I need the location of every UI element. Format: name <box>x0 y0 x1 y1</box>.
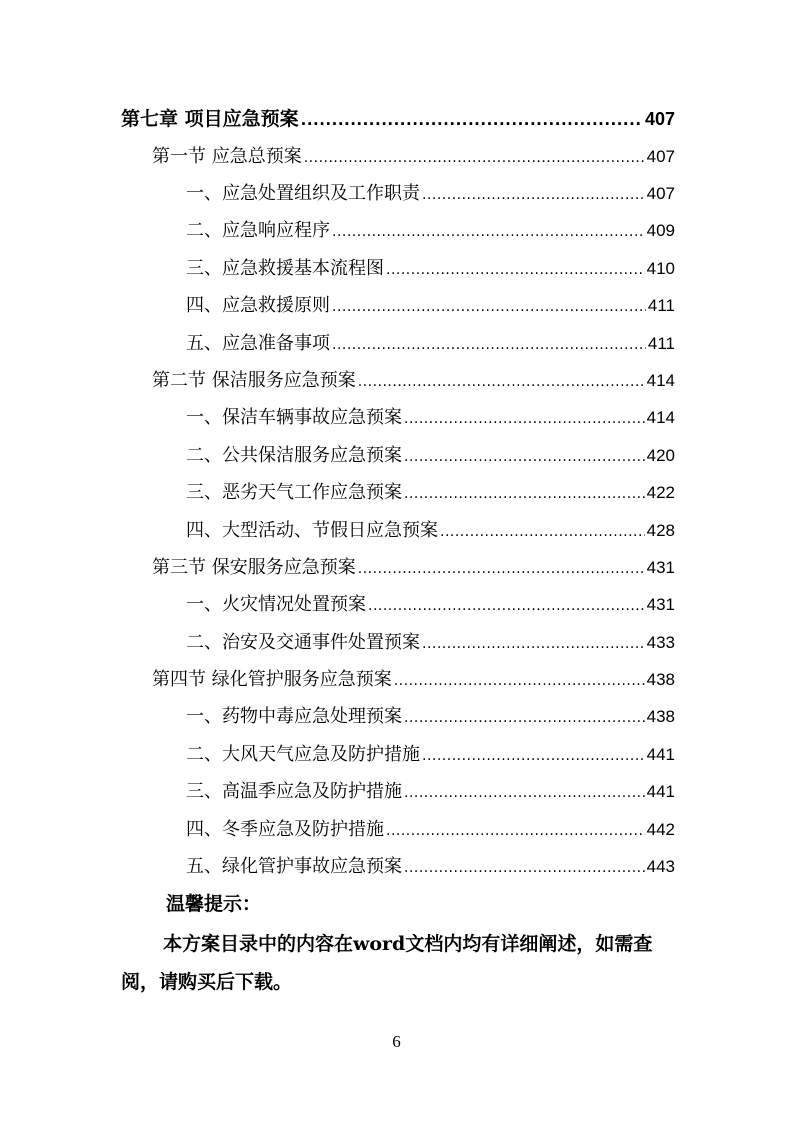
toc-entry-page: 414 <box>646 408 675 427</box>
toc-entry-section[interactable] <box>152 665 675 695</box>
toc-leader-dots <box>404 703 645 733</box>
toc-leader-dots <box>394 666 645 696</box>
toc-entry-subsection[interactable] <box>186 329 675 359</box>
toc-entry-page: 441 <box>646 745 675 764</box>
toc-entry-subsection[interactable] <box>186 628 675 658</box>
toc-entry-section[interactable] <box>152 142 675 172</box>
toc-entry-section[interactable] <box>152 553 675 583</box>
toc-entry-title: 二、治安及交通事件处置预案 <box>186 632 420 653</box>
toc-leader-dots <box>332 292 646 322</box>
toc-leader-dots <box>386 255 645 285</box>
toc-entry-page: 441 <box>646 782 675 801</box>
toc-entry-title: 二、公共保洁服务应急预案 <box>186 445 402 466</box>
toc-entry-title: 三、应急救援基本流程图 <box>186 258 384 279</box>
toc-leader-dots <box>440 517 645 547</box>
toc-leader-dots <box>358 554 645 584</box>
toc-entry-title: 三、恶劣天气工作应急预案 <box>186 482 402 503</box>
toc-leader-dots <box>332 217 645 247</box>
toc-entry-page: 409 <box>646 221 675 240</box>
toc-leader-dots <box>404 853 645 883</box>
toc-entry-subsection[interactable] <box>186 216 675 246</box>
toc-entry-page: 407 <box>646 147 675 166</box>
toc-entry-title: 第七章 项目应急预案 <box>121 108 299 130</box>
toc-leader-dots <box>404 479 645 509</box>
toc-entry-page: 442 <box>646 820 675 839</box>
toc-entry-title: 一、保洁车辆事故应急预案 <box>186 407 402 428</box>
toc-leader-dots <box>304 143 645 173</box>
toc-leader-dots <box>404 442 645 472</box>
toc-leader-dots <box>301 105 643 135</box>
toc-entry-subsection[interactable] <box>186 179 675 209</box>
toc-leader-dots <box>386 816 645 846</box>
toc-entry-title: 一、火灾情况处置预案 <box>186 594 366 615</box>
toc-entry-subsection[interactable] <box>186 590 675 620</box>
toc-entry-subsection[interactable] <box>186 403 675 433</box>
toc-entry-subsection[interactable] <box>186 254 675 284</box>
toc-leader-dots <box>422 180 645 210</box>
toc-entry-page: 411 <box>647 296 675 315</box>
toc-entry-title: 第一节 应急总预案 <box>152 146 302 167</box>
toc-entry-page: 443 <box>646 857 675 876</box>
toc-entry-page: 407 <box>644 109 675 129</box>
toc-leader-dots <box>358 367 645 397</box>
toc-entry-chapter-7[interactable] <box>121 104 675 134</box>
toc-entry-page: 422 <box>646 483 675 502</box>
toc-entry-page: 431 <box>646 595 675 614</box>
toc-entry-title: 第三节 保安服务应急预案 <box>152 557 356 578</box>
toc-entry-title: 五、应急准备事项 <box>186 333 330 354</box>
toc-entry-page: 410 <box>646 259 675 278</box>
toc-entry-section[interactable] <box>152 366 675 396</box>
toc-entry-subsection[interactable] <box>186 740 675 770</box>
toc-entry-page: 411 <box>647 334 675 353</box>
toc-entry-title: 四、冬季应急及防护措施 <box>186 819 384 840</box>
toc-entry-title: 第二节 保洁服务应急预案 <box>152 370 356 391</box>
toc-entry-title: 五、绿化管护事故应急预案 <box>186 856 402 877</box>
toc-entry-subsection[interactable] <box>186 291 675 321</box>
toc-entry-subsection[interactable] <box>186 815 675 845</box>
toc-leader-dots <box>422 741 645 771</box>
toc-entry-subsection[interactable] <box>186 702 675 732</box>
toc-entry-subsection[interactable] <box>186 777 675 807</box>
toc-entry-title: 一、药物中毒应急处理预案 <box>186 706 402 727</box>
toc-entry-page: 428 <box>646 521 675 540</box>
toc-entry-page: 431 <box>646 558 675 577</box>
tips-heading: 温馨提示： <box>166 893 262 915</box>
toc-entry-page: 407 <box>646 184 675 203</box>
toc-entry-page: 438 <box>646 707 675 726</box>
toc-entry-title: 二、大风天气应急及防护措施 <box>186 744 420 765</box>
toc-entry-title: 三、高温季应急及防护措施 <box>186 781 402 802</box>
toc-entry-page: 420 <box>646 446 675 465</box>
page-number: 6 <box>392 1032 401 1051</box>
toc-leader-dots <box>404 404 645 434</box>
toc-entry-title: 第四节 绿化管护服务应急预案 <box>152 669 392 690</box>
toc-entry-subsection[interactable] <box>186 852 675 882</box>
toc-entry-page: 438 <box>646 670 675 689</box>
toc-leader-dots <box>404 778 645 808</box>
toc-leader-dots <box>368 591 645 621</box>
toc-entry-title: 四、应急救援原则 <box>186 295 330 316</box>
toc-leader-dots <box>332 330 646 360</box>
tips-body: 本方案目录中的内容在word文档内均有详细阐述，如需查阅，请购买后下载。 <box>121 933 653 993</box>
toc-entry-subsection[interactable] <box>186 478 675 508</box>
toc-leader-dots <box>422 629 645 659</box>
toc-entry-subsection[interactable] <box>186 441 675 471</box>
toc-entry-page: 414 <box>646 371 675 390</box>
toc-entry-title: 四、大型活动、节假日应急预案 <box>186 520 438 541</box>
toc-entry-title: 二、应急响应程序 <box>186 220 330 241</box>
toc-entry-page: 433 <box>646 633 675 652</box>
toc-entry-subsection[interactable] <box>186 516 675 546</box>
toc-entry-title: 一、应急处置组织及工作职责 <box>186 183 420 204</box>
